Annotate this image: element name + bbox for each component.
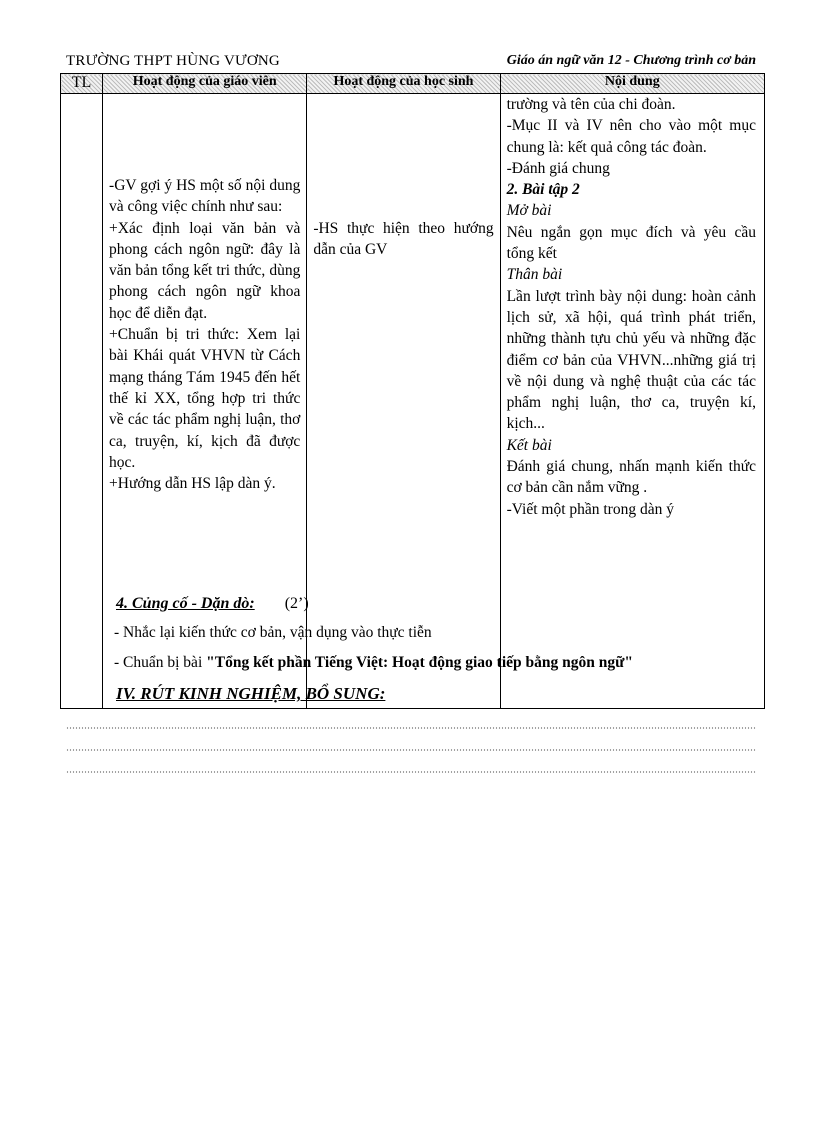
consolidation-time: (2’): [284, 595, 309, 612]
consolidation-item-1: - Nhắc lại kiến thức cơ bản, vận dụng vào thực tiễn: [114, 624, 432, 641]
experience-heading: IV. RÚT KINH NGHIỆM, BỔ SUNG:: [116, 684, 386, 703]
content-line: -Mục II và IV nên cho vào một mục chung là: kết quả công tác đoàn.: [506, 117, 756, 156]
table-header-row: [61, 74, 765, 94]
student-text: -HS thực hiện theo hướng dẫn của GV: [313, 220, 494, 259]
table-row: [61, 94, 765, 709]
dotted-line: [66, 749, 756, 751]
conclusion-text: Đánh giá chung, nhấn mạnh kiến thức cơ bản cần nắm vững .: [506, 458, 756, 497]
header-content: Nội dung: [500, 74, 764, 94]
header-tl: TL: [61, 74, 103, 94]
lesson-table: [60, 73, 765, 709]
header-student: Hoạt động của học sinh: [307, 74, 500, 94]
content-line: trường và tên của chi đoàn.: [506, 96, 676, 113]
content-cell: [500, 94, 764, 709]
teacher-line: +Hướng dẫn HS lập dàn ý.: [109, 475, 276, 493]
dotted-line: [66, 727, 756, 729]
content-line: -Viết một phần trong dàn ý: [506, 500, 674, 518]
page-header: [66, 53, 756, 69]
body-text: Lần lượt trình bày nội dung: hoàn cảnh lịch sử, xã hội, quá trình phát triển, những thành tựu chủ yếu và những đặc điểm cơ bản của VHVN...những giá trị về nội dung và nghệ thuật của các tác phẩm nghị luận, thơ ca, truyện kí, kịch...: [506, 287, 756, 433]
consolidation-heading: [116, 595, 309, 613]
consolidation-item-2: [114, 654, 633, 672]
item2-prefix: - Chuẩn bị bài: [114, 654, 207, 671]
intro-heading: Mở bài: [506, 202, 552, 220]
subject-title: Giáo án ngữ văn 12 - Chương trình cơ bản: [506, 53, 756, 68]
teacher-activity-cell: [103, 94, 307, 709]
teacher-line: +Chuẩn bị tri thức: Xem lại bài Khái quát VHVN từ Cách mạng tháng Tám 1945 đến hết thế kỉ XX, tổng hợp tri thức về các tác phẩm nghị luận, thơ ca, truyện, kí, kịch đã được học.: [109, 326, 301, 471]
header-teacher: Hoạt động của giáo viên: [103, 74, 307, 94]
body-heading: Thân bài: [506, 266, 563, 284]
dotted-line: [66, 771, 756, 773]
time-cell: [61, 94, 103, 709]
teacher-line: -GV gợi ý HS một số nội dung và công việc chính như sau:: [109, 177, 301, 216]
school-name: TRƯỜNG THPT HÙNG VƯƠNG: [66, 53, 280, 69]
content-line: -Đánh giá chung: [506, 159, 610, 177]
consolidation-title: 4. Củng cố - Dặn dò:: [116, 595, 255, 612]
student-activity-cell: [307, 94, 500, 709]
intro-text: Nêu ngắn gọn mục đích và yêu cầu tổng kết: [506, 223, 756, 263]
exercise-title: 2. Bài tập 2: [506, 181, 580, 199]
conclusion-heading: Kết bài: [506, 436, 552, 454]
item2-lesson-title: "Tổng kết phần Tiếng Việt: Hoạt động giao tiếp bằng ngôn ngữ": [206, 654, 634, 671]
teacher-line: +Xác định loại văn bản và phong cách ngôn ngữ: đây là văn bản tổng kết tri thức, dùng phong cách ngôn ngữ khoa học để diễn đạt.: [109, 219, 301, 322]
